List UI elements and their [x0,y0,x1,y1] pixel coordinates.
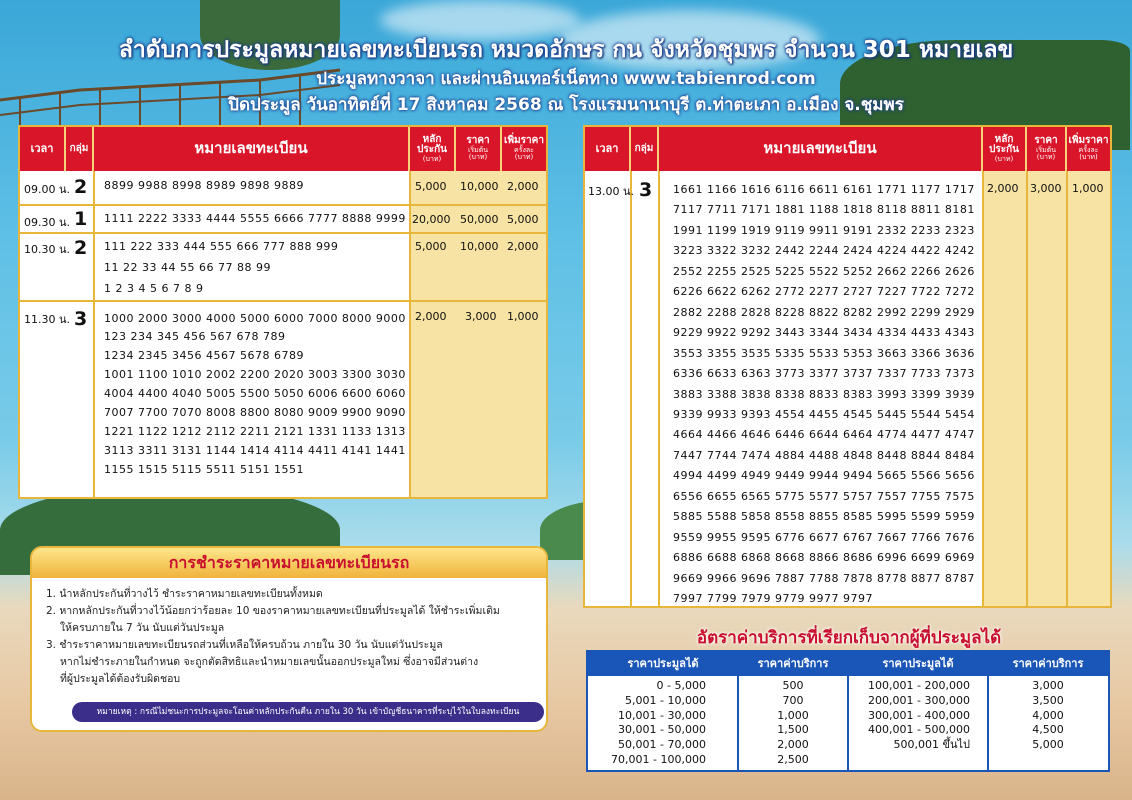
row-time: 09.30 น. [24,216,71,229]
header-plate: หมายเลขทะเบียน [94,127,410,171]
row-numbers: 1221 1122 1212 2112 2211 2121 1331 1133 1313 [104,425,406,438]
row-group: 3 [74,308,88,330]
plate-line: 6336 6633 6363 3773 3377 3737 7337 7733 7373 [673,367,975,381]
row-increment: 5,000 [507,213,539,226]
row-deposit: 2,000 [415,310,447,323]
plate-number-list [673,180,978,610]
row-numbers: 123 234 345 456 567 678 789 [104,330,286,343]
row-time: 09.00 น. [24,183,71,196]
row-time: 10.30 น. [24,243,71,256]
row-numbers: 1155 1515 5115 5511 5151 1551 [104,463,304,476]
page-subtitle: ประมูลทางวาจา และผ่านอินเทอร์เน็ตทาง www.tabienrod.com [316,69,816,89]
header-increment: เพิ่มราคา ครั้งละ (บาท) [504,135,544,162]
row-time: 13.00 น. [588,185,635,198]
plate-line: 7117 7711 7171 1881 1188 1818 8118 8811 8181 [673,203,975,217]
row-numbers: 1 2 3 4 5 6 7 8 9 [104,282,204,295]
row-numbers: 11 22 33 44 55 66 77 88 99 [104,261,271,274]
closing-info: ปิดประมูล วันอาทิตย์ที่ 17 สิงหาคม 2568 ณ โรงแรมนานาบุรี ต.ท่าตะเภา อ.เมือง จ.ชุมพร [228,95,904,115]
plate-line: 4994 4499 4949 9449 9944 9494 5665 5566 5656 [673,469,975,483]
plate-line: 3223 3322 3232 2442 2244 2424 4224 4422 4242 [673,244,975,258]
plate-line: 6886 6688 6868 8668 8866 8686 6996 6699 6969 [673,551,975,565]
row-numbers: 1001 1100 1010 2002 2200 2020 3003 3300 3030 [104,368,406,381]
table-row [20,171,546,204]
payment-list [32,578,546,688]
payment-item: 1. นำหลักประกันที่วางไว้ ชำระราคาหมายเลขทะเบียนทั้งหมด [46,588,323,600]
header [0,0,1132,118]
row-group: 1 [74,208,88,230]
row-price: 3,000 [1030,182,1062,195]
plate-line: 9229 9922 9292 3443 3344 3434 4334 4433 4343 [673,326,975,340]
fee-table [586,650,1110,772]
header-deposit: หลัก ประกัน (บาท) [410,127,456,171]
header-time: เวลา [20,127,66,171]
row-numbers: 8899 9988 8998 8989 9898 9889 [104,179,304,192]
fee-right-prices: 100,001 - 200,000 200,001 - 300,000 300,001 - 400,000 400,001 - 500,000 500,001 ขึ้นไป [868,679,970,752]
refund-note: หมายเหตุ : กรณีไม่ชนะการประมูลจะโอนค่าหลักประกันคืน ภายใน 30 วัน เข้าบัญชีธนาคารที่ระบุไว้ในใบลงทะเบียน [72,702,544,722]
row-numbers: 1000 2000 3000 4000 5000 6000 7000 8000 9000 [104,312,406,325]
fee-col-price-left: ราคาประมูลได้ [627,657,699,670]
row-time: 11.30 น. [24,313,71,326]
plate-line: 9669 9966 9696 7887 7788 7878 8778 8877 8787 [673,571,975,585]
fee-col-price-right: ราคาประมูลได้ [882,657,954,670]
fee-col-fee-left: ราคาค่าบริการ [757,657,829,670]
row-price: 10,000 [460,240,499,253]
payment-item: 2. หากหลักประกันที่วางไว้น้อยกว่าร้อยละ 10 ของราคาหมายเลขทะเบียนที่ประมูลได้ ให้ชำระเพิ่มเติม [46,605,500,617]
table-row [20,300,546,497]
row-group: 3 [639,179,653,201]
fee-right-fees: 3,000 3,500 4,000 4,500 5,000 [1032,679,1064,752]
plate-line: 6556 6655 6565 5775 5577 5757 7557 7755 7575 [673,489,975,503]
page-title: ลำดับการประมูลหมายเลขทะเบียนรถ หมวดอักษร กน จังหวัดชุมพร จำนวน 301 หมายเลข [118,37,1014,63]
header-price: ราคา เริ่มต้น (บาท) [1027,127,1067,171]
row-deposit: 5,000 [415,240,447,253]
row-increment: 1,000 [507,310,539,323]
header-plate: หมายเลขทะเบียน [659,127,983,171]
right-auction-table [583,125,1112,608]
row-group: 2 [74,237,88,259]
row-price: 50,000 [460,213,499,226]
table-row [20,232,546,300]
plate-line: 2552 2255 2525 5225 5522 5252 2662 2266 2626 [673,264,975,278]
plate-line: 3883 3388 3838 8338 8833 8383 3993 3399 3939 [673,387,975,401]
plate-line: 1661 1166 1616 6116 6611 6161 1771 1177 1717 [673,183,975,196]
payment-item: 3. ชำระราคาหมายเลขทะเบียนรถส่วนที่เหลือให้ครบถ้วน ภายใน 30 วัน นับแต่วันประมูล [46,639,443,651]
row-numbers: 3113 3311 3131 1144 1414 4114 4411 4141 1441 [104,444,406,457]
row-price: 10,000 [460,180,499,193]
payment-item: หากไม่ชำระภายในกำหนด จะถูกตัดสิทธิและนำหมายเลขนั้นออกประมูลใหม่ ซึ่งอาจมีส่วนต่าง [60,656,479,668]
header-deposit: หลัก ประกัน (บาท) [983,127,1027,171]
row-numbers: 111 222 333 444 555 666 777 888 999 [104,240,339,253]
row-increment: 1,000 [1072,182,1104,195]
row-increment: 2,000 [507,240,539,253]
plate-line: 9559 9955 9595 6776 6677 6767 7667 7766 7676 [673,530,975,544]
left-auction-table [18,125,548,499]
plate-line: 7997 7799 7979 9779 9977 9797 [673,592,873,606]
row-numbers: 7007 7700 7070 8008 8800 8080 9009 9900 9090 [104,406,406,419]
row-deposit: 2,000 [987,182,1019,195]
payment-title: การชำระราคาหมายเลขทะเบียนรถ [32,548,546,578]
payment-item: ที่ผู้ประมูลได้ต้องรับผิดชอบ [60,673,181,685]
header-time: เวลา [585,127,631,171]
plate-line: 4664 4466 4646 6446 6644 6464 4774 4477 4747 [673,428,975,442]
plate-line: 7447 7744 7474 4884 4488 4848 8448 8844 8484 [673,448,975,462]
header-price: ราคา เริ่มต้น (บาท) [456,127,502,171]
header-increment: เพิ่มราคา ครั้งละ (บาท) [1068,135,1109,162]
payment-item: ให้ครบภายใน 7 วัน นับแต่วันประมูล [60,622,225,634]
row-numbers: 1111 2222 3333 4444 5555 6666 7777 8888 9999 [104,212,406,225]
payment-info-box [30,546,548,732]
fee-left-prices: 0 - 5,000 5,001 - 10,000 10,001 - 30,000 30,001 - 50,000 50,001 - 70,000 70,001 - 100,000 [611,679,706,766]
header-group: กลุ่ม [66,127,94,171]
plate-line: 2882 2288 2828 8228 8822 8282 2992 2299 2929 [673,305,975,319]
row-increment: 2,000 [507,180,539,193]
row-group: 2 [74,176,88,198]
plate-line: 3553 3355 3535 5335 5533 5353 3663 3366 3636 [673,346,975,360]
table-row [20,204,546,232]
header-group: กลุ่ม [631,127,659,171]
fee-title: อัตราค่าบริการที่เรียกเก็บจากผู้ที่ประมูลได้ [696,628,1002,648]
plate-line: 9339 9933 9393 4554 4455 4545 5445 5544 5454 [673,407,975,421]
row-price: 3,000 [465,310,497,323]
plate-line: 6226 6622 6262 2772 2277 2727 7227 7722 7272 [673,285,975,299]
row-deposit: 20,000 [412,213,451,226]
plate-line: 1991 1199 1919 9119 9911 9191 2332 2233 2323 [673,223,975,237]
fee-col-fee-right: ราคาค่าบริการ [1012,657,1084,670]
row-deposit: 5,000 [415,180,447,193]
row-numbers: 4004 4400 4040 5005 5500 5050 6006 6600 6060 [104,387,406,400]
plate-line: 5885 5588 5858 8558 8855 8585 5995 5599 5959 [673,510,975,524]
row-numbers: 1234 2345 3456 4567 5678 6789 [104,349,304,362]
fee-left-fees: 500 700 1,000 1,500 2,000 2,500 [777,679,809,766]
